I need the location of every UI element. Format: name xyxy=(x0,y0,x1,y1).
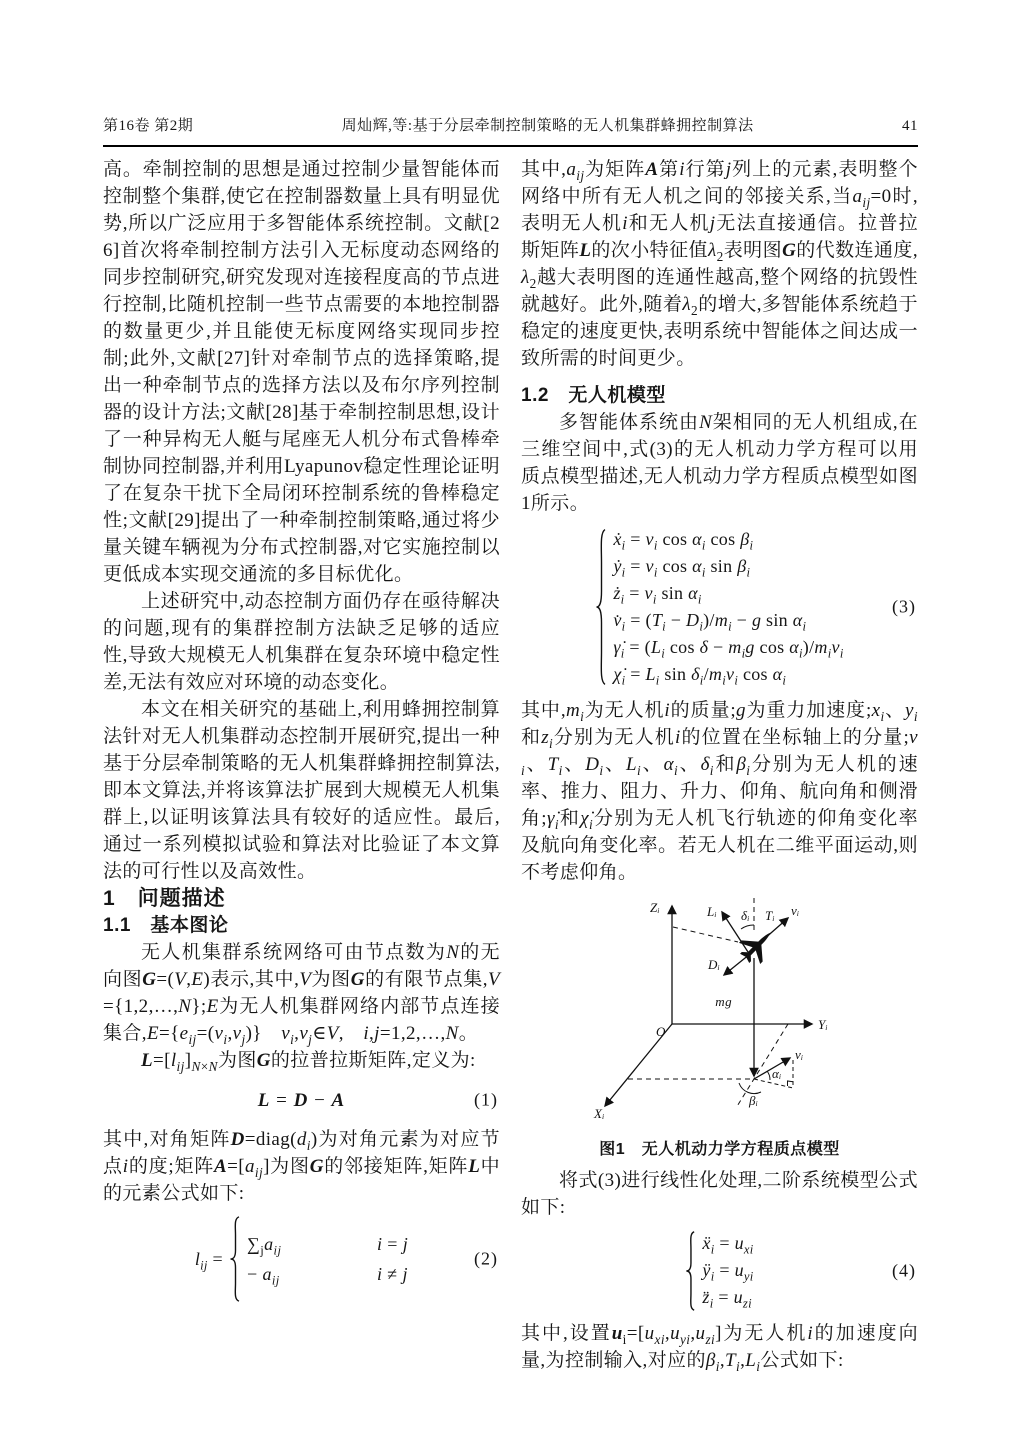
paragraph-adjacency: 其中$,a_{ij}$为矩阵A第i行第j列上的元素,表明整个网络中所有无人机之间的邻接关系,当$a_{ij}=0$时,表明无人机i和无人机j无法直接通信。拉普拉斯矩阵L的次小特征值$\lambda_2$表明图G的代数连通度$,\lambda_2$越大表明图的连通性越高,整个网络的抗毁性就越好。此外,随着$\lambda_2$的增大,多智能体系统趋于稳定的速度更快,表明系统中智能体之间达成一致所需的时间更少。 xyxy=(521,159,918,369)
dashed-link-z-to-aircraft xyxy=(673,927,738,942)
equation-2 xyxy=(103,1216,500,1302)
equation-3-line-1: ẋ$_i$ = $v_i$ $\cos \alpha_i$ $\cos \beta_i$ xyxy=(613,529,754,553)
curly-brace xyxy=(229,1216,241,1302)
lift-label: Lᵢ xyxy=(706,904,717,919)
equation-3 xyxy=(521,526,918,688)
section-1-1-heading: 1.1 基本图论 xyxy=(103,915,229,936)
delta-angle-arc xyxy=(741,925,754,929)
equation-4 xyxy=(521,1230,918,1311)
equation-3-line-2: ẏ$_i$ = $v_i$ $\cos \alpha_i$ $\sin \beta_i$ xyxy=(613,556,751,580)
thrust-label: Tᵢ xyxy=(764,908,775,923)
curly-brace xyxy=(595,528,607,686)
volume-issue: 第16卷 第2期 xyxy=(103,118,194,134)
uav-point-mass-model-figure xyxy=(550,894,890,1122)
equation-2-cond-bottom: i ≠ j xyxy=(377,1264,408,1284)
equation-2-number: (2) xyxy=(474,1248,498,1269)
paragraph-laplacian-intro: $L=[l_{ij}]_{N\times N}$为图G的拉普拉斯矩阵,定义为: xyxy=(141,1050,476,1074)
equation-4-line-3: $z̈_i = u_{zi}$ xyxy=(702,1287,752,1311)
page-number: 41 xyxy=(902,118,918,134)
equation-3-number: (3) xyxy=(892,596,916,617)
paragraph-linearize: 将式(3)进行线性化处理,二阶系统模型公式如下: xyxy=(521,1170,918,1218)
curly-brace xyxy=(685,1231,696,1311)
delta-label: δᵢ xyxy=(740,908,750,923)
paragraph-contribution: 本文在相关研究的基础上,利用蜂拥控制算法针对无人机集群动态控制开展研究,提出一种基于分层牵制策略的无人机集群蜂拥控制算法,即本文算法,并将该算法扩展到大规模无人机集群上,以证明该算法具有较好的适应性。最后,通过一系列模拟试验和算法对比验证了本文算法的可行性以及高效性。 xyxy=(103,699,500,882)
equation-2-cases xyxy=(247,1229,408,1289)
equation-4-line-1: ẍ$_i$ = $u_{xi}$ xyxy=(702,1233,754,1257)
section-1-heading: 1 问题描述 xyxy=(103,887,226,910)
drag-vector xyxy=(724,954,750,975)
paragraph-problems: 上述研究中,动态控制方面仍存在亟待解决的问题,现有的集群控制方法缺乏足够的适应性,导致大规模无人机集群在复杂环境中稳定性差,无法有效应对环境的动态变化。 xyxy=(103,591,500,693)
equation-2-case-top: $\sum_ja_{ij}$ xyxy=(247,1234,282,1258)
paragraph-intro-continued: 高。牵制控制的思想是通过控制少量智能体而控制整个集群,使它在控制器数量上具有明显优势,所以广泛应用于多智能体系统控制。文献[26]首次将牵制控制方法引入无标度动态网络的同步控制研究,研究发现对连接程度高的节点进行控制,比随机控制一些节点需要的本地控制器的数量更少,并且能使无标度网络实现同步控制;此外,文献[27]针对牵制节点的选择策略,提出一种牵制节点的选择方法以及布尔序列控制器的设计方法;文献[28]基于牵制控制思想,设计了一种异构无人艇与尾座无人机分布式鲁棒牵制协同控制器,并利用Lyapunov稳定性理论证明了在复杂干扰下全局闭环控制系统的鲁棒稳定性;文献[29]提出了一种牵制控制策略,通过将少量关键车辆视为分布式控制器,对它实施控制以更低成本实现交通流的多目标优化。 xyxy=(103,159,500,585)
drag-label: Dᵢ xyxy=(707,957,720,972)
equation-3-line-3: $ż_i = v_i$ $\sin \alpha_i$ xyxy=(613,583,702,607)
origin-label: O xyxy=(655,1024,666,1039)
y-axis-label: Yᵢ xyxy=(817,1017,828,1032)
equation-1 xyxy=(103,1083,500,1117)
alpha-angle-arc xyxy=(767,1071,770,1080)
figure-1-caption: 图1 无人机动力学方程质点模型 xyxy=(599,1141,840,1158)
header-rule xyxy=(103,145,918,147)
equation-2-case-bottom: − $a_{ij}$ xyxy=(247,1264,280,1288)
column-left xyxy=(103,156,500,1311)
equation-1-body: L = D − A xyxy=(257,1089,346,1111)
velocity-label: vᵢ xyxy=(790,903,800,918)
beta-angle-arc xyxy=(739,1083,761,1094)
paragraph-model-intro: 多智能体系统由N架相同的无人机组成,在三维空间中,式(3)的无人机动力学方程可以用质点模型描述,无人机动力学方程质点模型如图1所示。 xyxy=(521,412,918,514)
paragraph-matrix-definitions: 其中,对角矩阵$D=diag(d_i)$为对角元素为对应节点i的度;矩阵$A=[a_{ij}]$为图G的邻接矩阵,矩阵L中的元素公式如下: xyxy=(103,1129,501,1204)
column-right xyxy=(521,156,918,1374)
running-title: 周灿辉,等:基于分层牵制控制策略的无人机集群蜂拥控制算法 xyxy=(341,118,754,134)
section-1-2-heading: 1.2 无人机模型 xyxy=(521,385,666,406)
equation-4-line-2: $ÿ_i = u_{yi}$ xyxy=(702,1260,754,1284)
figure-1 xyxy=(521,894,918,1163)
beta-label: βᵢ xyxy=(748,1093,758,1108)
page-header xyxy=(103,114,918,135)
equation-2-cond-top: i = j xyxy=(377,1234,409,1254)
equation-3-line-6: $\chi̇_i = L_i$ $\sin \delta_i/m_iv_i$ $\cos \alpha_i$ xyxy=(613,664,787,688)
equation-2-lhs: $l_{ij}$ = xyxy=(194,1248,223,1273)
equation-3-line-5: $\gammȧ_i = (L_i$ $\cos \delta - m_ig$ $\cos \alpha_i)/m_iv_i$ xyxy=(613,637,844,661)
velocity-proj-label: vᵢ xyxy=(794,1047,804,1062)
right-angle-mark xyxy=(787,1081,793,1086)
paragraph-graph-theory: 无人机集群系统网络可由节点数为N的无向图G=(V,E)表示,其中,V为图G的有限节点集,V={1,2,…,N};E为无人机集群网络内部节点连接集合$,E=\{e_{ij}=(v_i,v_j)\}$ $v_i,v_j\in V$, i,j=1,2,…,N。 xyxy=(103,942,500,1047)
alpha-label: αᵢ xyxy=(771,1066,782,1081)
equation-3-line-4: $v̇_i = (T_i - D_i)/m_i - g$ $\sin \alpha_i$ xyxy=(613,610,807,634)
equation-1-number: (1) xyxy=(474,1089,498,1110)
paragraph-symbol-definitions: 其中$,m_i$为无人机i的质量;g为重力加速度$;x_i$、$y_i$和$z_i$分别为无人机i的位置在坐标轴上的分量$;v_i$、$T_i$、$D_i$、$L_i$、$\alpha_i$、$\delta_i$和$\beta_i$分别为无人机的速率、推力、阻力、升力、仰角、航向角和侧滑角$;\gammȧ_i$和$\chi̇_i$分别为无人机飞行轨迹的仰角变化率及航向角变化率。若无人机在二维平面运动,则不考虑仰角。 xyxy=(521,700,919,883)
x-axis-label: Xᵢ xyxy=(593,1106,605,1121)
gravity-label: mg xyxy=(714,994,732,1009)
z-axis-label: Zᵢ xyxy=(649,900,660,915)
equation-4-number: (4) xyxy=(892,1260,916,1280)
paragraph-control-input: 其中,设置$u_i=[u_{xi},u_{yi},u_{zi}]$为无人机i的加速度向量,为控制输入,对应的$\beta_i,T_i,L_i$公式如下: xyxy=(521,1323,918,1374)
